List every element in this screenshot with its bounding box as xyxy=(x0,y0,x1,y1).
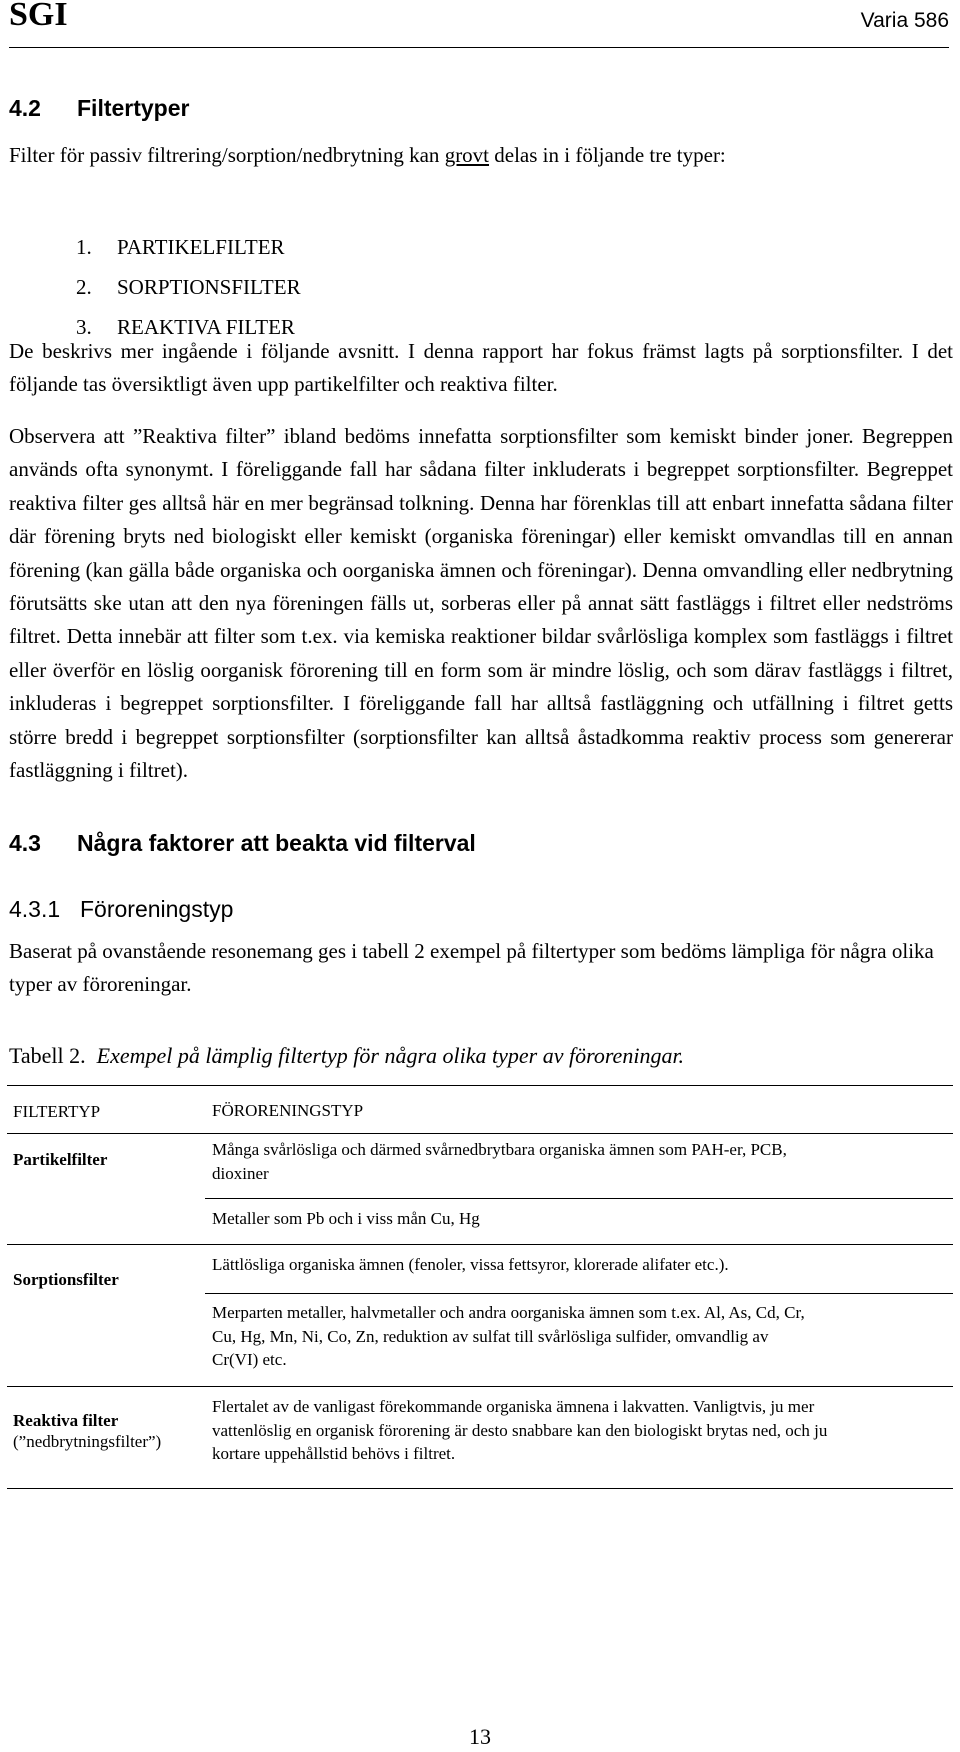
table-row-type-cell xyxy=(13,1410,161,1452)
section-number: 4.2 xyxy=(9,95,41,121)
list-number: 2. xyxy=(76,275,92,299)
table-header-filtertyp: FILTERTYP xyxy=(13,1102,101,1121)
section-title: Föroreningstyp xyxy=(80,896,234,922)
paragraph-reaktiva-filter: Observera att ”Reaktiva filter” ibland bedöms innefatta sorptionsfilter som kemiskt binder joner. Begreppen används ofta synonymt. I föreliggande fall har sådana filter inkluderats i begreppet sorptionsfilter. Begreppet reaktiva filter ges alltså här en mer begränsad tolkning. Denna har förenklas till att enbart innefatta sådana filter där förening bryts ned biologiskt eller kemiskt (organiska föreningar) eller kemiskt omvandlas till en annan förening (kan gälla både organiska och oorganiska ämnen och föreningar). Denna omvandling eller nedbrytning förutsätts ske utan att den nya föreningen fälls ut, sorberas eller på annat sätt fastläggs i filtret eller nedströms filtret. Detta innebär att filter som t.ex. via kemiska reaktioner bildar svårlösliga komplex som fastläggs i filtret eller överför en löslig oorganisk förorening till en form som är mindre löslig, och som därav fastläggs i filtret, inkluderas i begreppet sorptionsfilter. I föreliggande fall har alltså fastläggning och utfällning i filtret getts större bredd i begreppet sorptionsfilter (sorptionsfilter kan alltså åstadkomma reaktiv process som genererar fastläggning i filtret). xyxy=(9,424,953,783)
intro-paragraph xyxy=(9,139,953,172)
paragraph-foroeningstyp: Baserat på ovanstående resonemang ges i tabell 2 exempel på filtertyper som bedöms lämpliga för några olika typer av föroreningar. xyxy=(9,939,934,997)
header-report-id: Varia 586 xyxy=(860,9,949,32)
page-number: 13 xyxy=(469,1724,491,1749)
list-item xyxy=(76,267,301,307)
table-row-type: Sorptionsfilter xyxy=(13,1270,119,1289)
list-label: SORPTIONSFILTER xyxy=(117,275,301,299)
section-heading-4-3 xyxy=(9,830,476,857)
table-caption-label: Tabell 2. xyxy=(9,1043,86,1068)
table-row-type-sub: (”nedbrytningsfilter”) xyxy=(13,1432,162,1451)
section-heading-4-3-1 xyxy=(9,896,233,923)
intro-underlined-word: grovt xyxy=(444,143,490,167)
table-row-item: Lättlösliga organiska ämnen (fenoler, vissa fettsyror, klorerade alifater etc.). xyxy=(212,1255,729,1274)
list-item xyxy=(76,227,301,267)
table-caption xyxy=(9,1043,684,1069)
table-caption-text: Exempel på lämplig filtertyp för några olika typer av föroreningar. xyxy=(96,1043,685,1068)
cell-divider xyxy=(205,1293,953,1294)
table-row-item: Flertalet av de vanligast förekommande organiska ämnena i lakvatten. Vanligtvis, ju mer vattenlöslig en organisk förorening är desto snabbare kan den biologiskt brytas ned, och ju kortare uppehållstid behövs i filtret. xyxy=(212,1397,828,1463)
table-header-rule xyxy=(7,1133,953,1134)
section-title: Några faktorer att beakta vid filterval xyxy=(77,830,476,856)
table-row-item: Metaller som Pb och i viss mån Cu, Hg xyxy=(212,1209,480,1228)
list-number: 3. xyxy=(76,315,92,339)
table-top-rule xyxy=(7,1085,953,1086)
section-number: 4.3 xyxy=(9,830,41,856)
cell-divider xyxy=(205,1198,953,1199)
table-row-type: Partikelfilter xyxy=(13,1150,108,1169)
filter-type-list xyxy=(76,227,301,347)
list-label: PARTIKELFILTER xyxy=(117,235,285,259)
row-divider xyxy=(7,1386,953,1387)
intro-text-1: Filter för passiv filtrering/sorption/nedbrytning kan xyxy=(9,143,445,167)
section-title: Filtertyper xyxy=(77,95,190,121)
paragraph-overview: De beskrivs mer ingående i följande avsnitt. I denna rapport har fokus främst lagts på sorptionsfilter. I det följande tas översiktligt även upp partikelfilter och reaktiva filter. xyxy=(9,339,953,397)
table-row-item: Många svårlösliga och därmed svårnedbrytbara organiska ämnen som PAH-er, PCB, dioxiner xyxy=(212,1140,787,1183)
header-rule xyxy=(9,47,949,48)
intro-text-2: delas in i följande tre typer: xyxy=(489,143,726,167)
list-label: REAKTIVA FILTER xyxy=(117,315,295,339)
header-logo: SGI xyxy=(9,0,68,33)
table-header-fororeningstyp: FÖRORENINGSTYP xyxy=(212,1101,364,1120)
table-bottom-rule xyxy=(7,1488,953,1489)
table-row-item: Merparten metaller, halvmetaller och andra oorganiska ämnen som t.ex. Al, As, Cd, Cr, Cu, Hg, Mn, Ni, Co, Zn, reduktion av sulfat till svårlösliga sulfider, omvandlig av Cr(VI) etc. xyxy=(212,1303,805,1369)
list-number: 1. xyxy=(76,235,92,259)
section-number: 4.3.1 xyxy=(9,896,61,922)
row-divider xyxy=(7,1244,953,1245)
section-heading-4-2 xyxy=(9,95,189,122)
table-row-type: Reaktiva filter xyxy=(13,1411,119,1430)
